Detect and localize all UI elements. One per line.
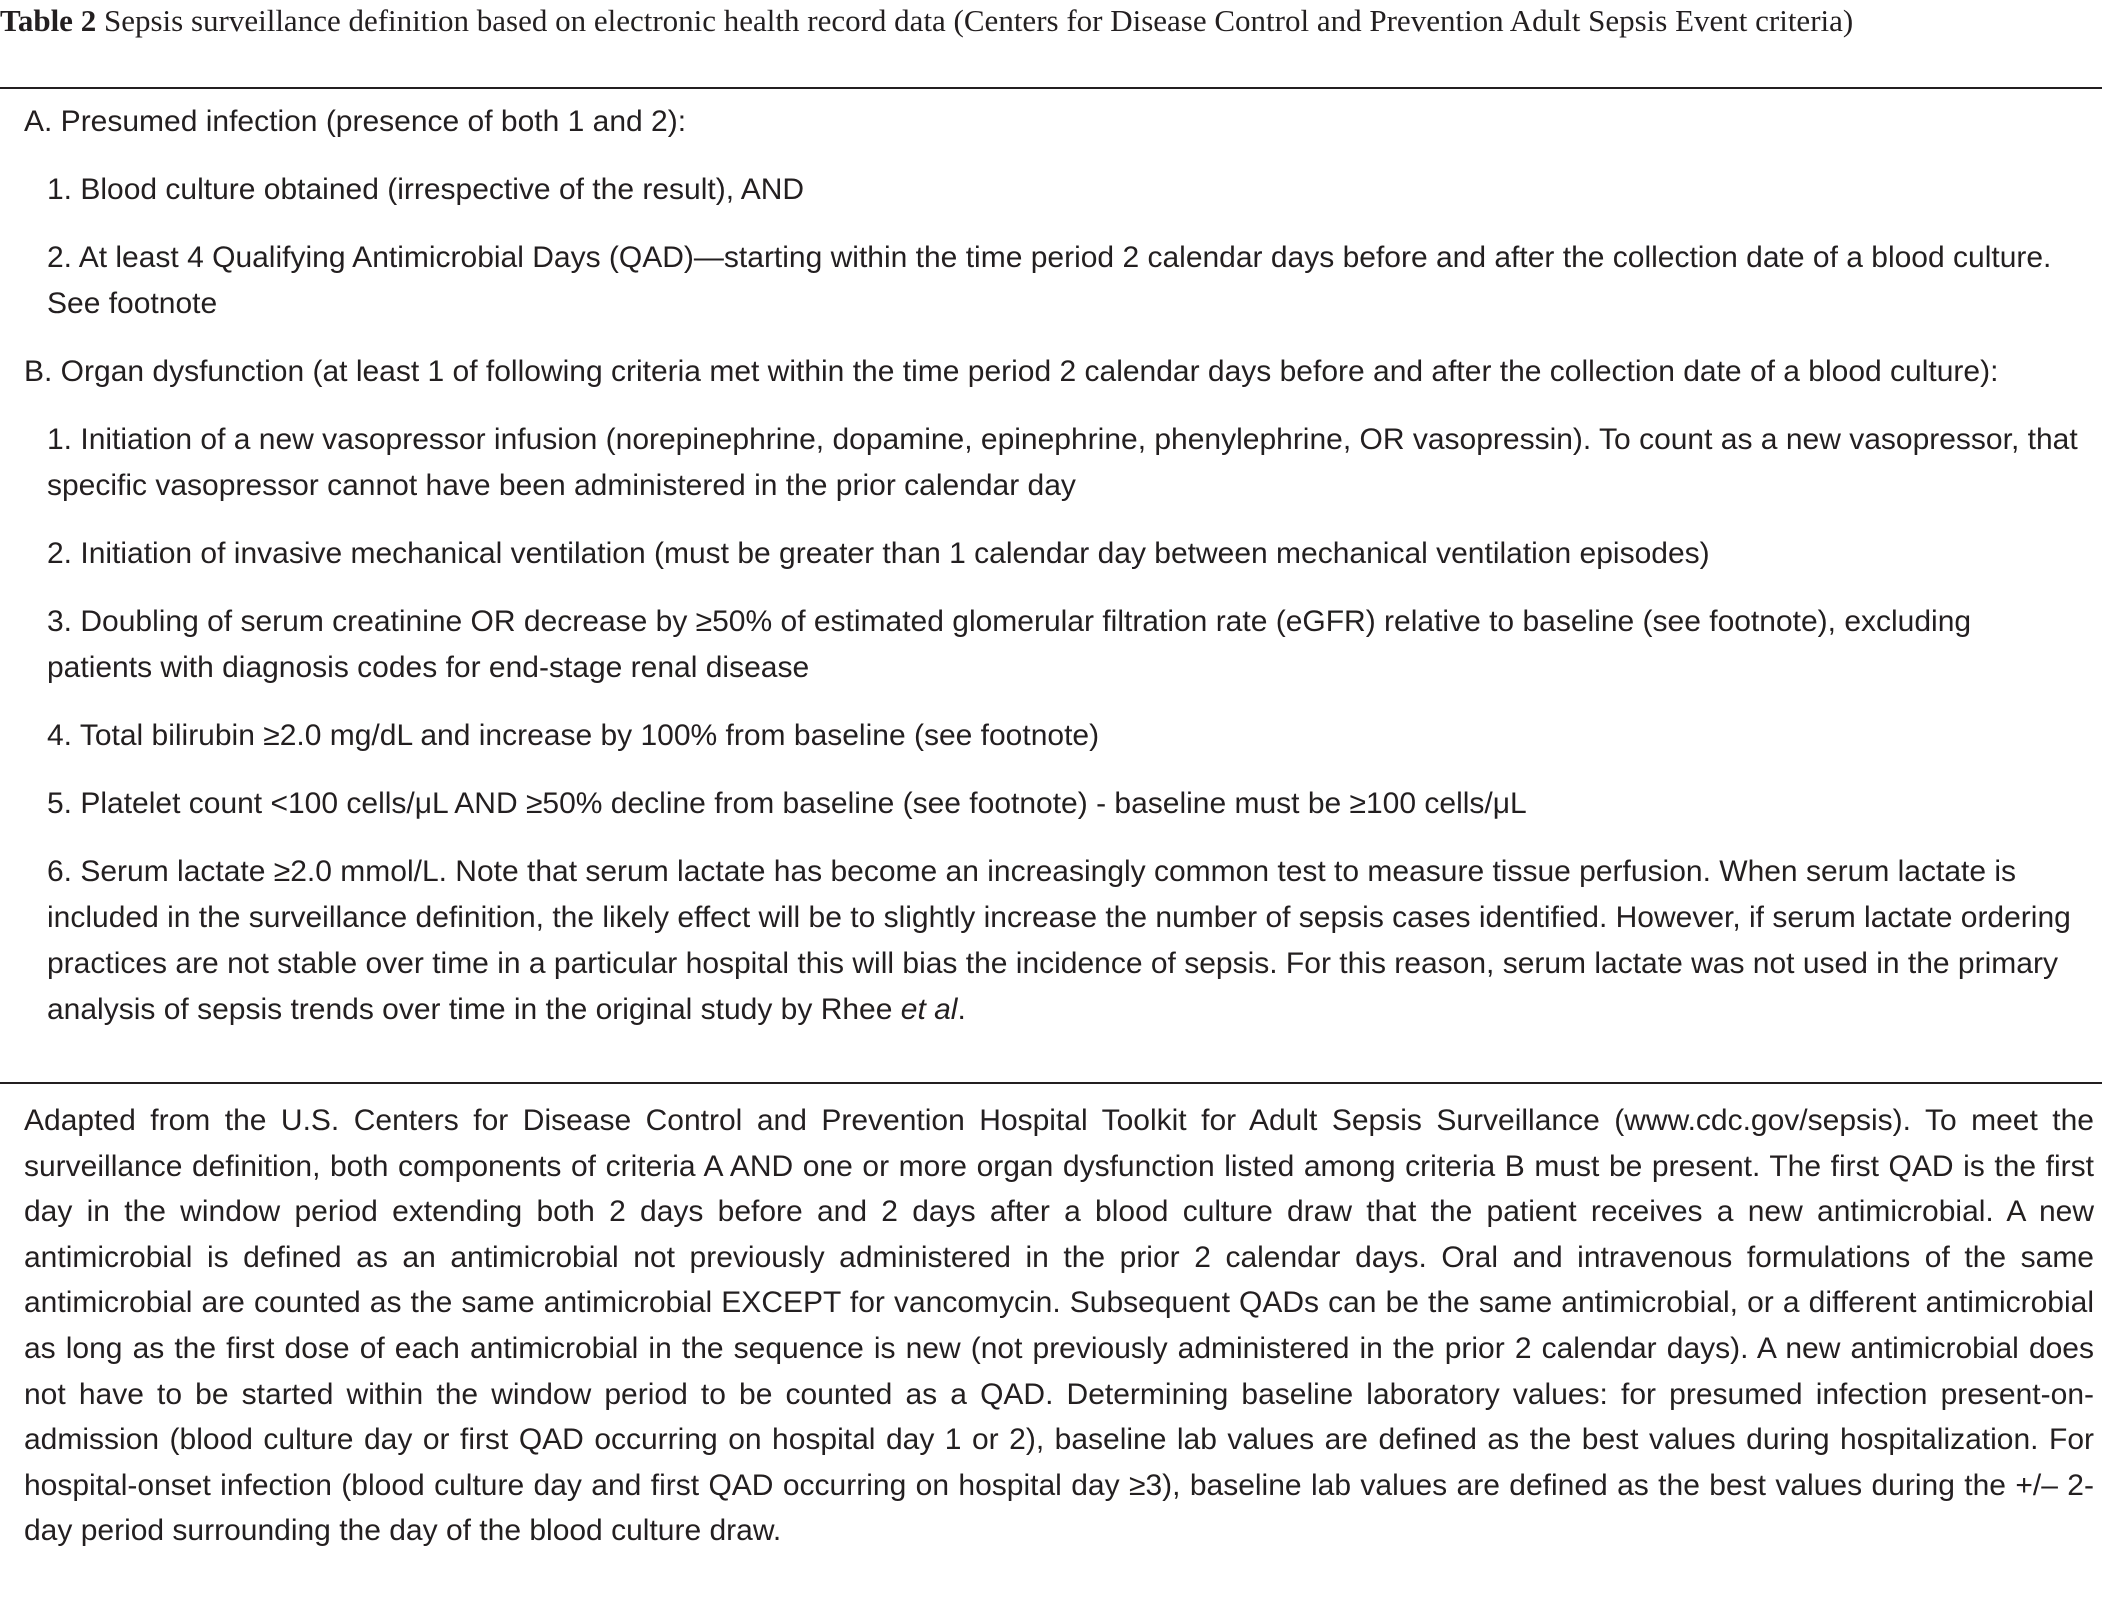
table-caption: [0, 0, 2102, 87]
table-footnote: Adapted from the U.S. Centers for Disease Control and Prevention Hospital Toolkit for Adult Sepsis Surveillance (www.cdc.gov/sepsis). To meet the surveillance definition, both components of criteria A AND one or more organ dysfunction listed among criteria B must be present. The first QAD is the first day in the window period extending both 2 days before and 2 days after a blood culture draw that the patient receives a new antimicrobial. A new antimicrobial is defined as an antimicrobial not previously administered in the prior 2 calendar days. Oral and intravenous formulations of the same antimicrobial are counted as the same antimicrobial EXCEPT for vancomycin. Subsequent QADs can be the same antimicrobial, or a different antimicrobial as long as the first dose of each antimicrobial in the sequence is new (not previously administered in the prior 2 calendar days). A new antimicrobial does not have to be started within the window period to be counted as a QAD. Determining baseline laboratory values: for presumed infection present-on-admission (blood culture day or first QAD occurring on hospital day 1 or 2), baseline lab values are defined as the best values during hospitalization. For hospital-onset infection (blood culture day and first QAD occurring on hospital day ≥3), baseline lab values are defined as the best values during the +/– 2-day period surrounding the day of the blood culture draw.: [24, 1104, 2094, 1548]
section-b-item-6-text: 6. Serum lactate ≥2.0 mmol/L. Note that serum lactate has become an increasingly common test to measure tissue perfusion. When serum lactate is included in the surveillance definition, the likely effect will be to slightly increase the number of sepsis cases identified. However, if serum lactate ordering practices are not stable over time in a particular hospital this will bias the incidence of sepsis. For this reason, serum lactate was not used in the primary analysis of sepsis trends over time in the original study by Rhee: [47, 855, 2071, 1026]
table-body: [0, 99, 2102, 1033]
section-a-item-2: 2. At least 4 Qualifying Antimicrobial Days (QAD)—starting within the time period 2 calendar days before and after the collection date of a blood culture. See footnote: [47, 241, 2052, 320]
section-b-item-2: 2. Initiation of invasive mechanical ventilation (must be greater than 1 calendar day between mechanical ventilation episodes): [47, 537, 1710, 570]
top-rule: [0, 87, 2102, 89]
table-caption-text: Sepsis surveillance definition based on electronic health record data (Centers for Disease Control and Prevention Adult Sepsis Event criteria): [103, 3, 1854, 38]
table-caption-label: Table 2: [0, 3, 97, 38]
section-b-item-3: 3. Doubling of serum creatinine OR decrease by ≥50% of estimated glomerular filtration rate (eGFR) relative to baseline (see footnote), excluding patients with diagnosis codes for end-stage renal disease: [47, 605, 1972, 684]
section-b-heading: B. Organ dysfunction (at least 1 of following criteria met within the time period 2 calendar days before and after the collection date of a blood culture):: [24, 355, 1999, 388]
middle-rule: [0, 1082, 2102, 1084]
section-a-heading: A. Presumed infection (presence of both 1 and 2):: [24, 105, 687, 138]
section-b-item-6: [0, 849, 2102, 1033]
section-b-item-6-end: .: [957, 993, 966, 1026]
section-b-item-6-etal: et al: [900, 993, 958, 1026]
section-b-item-5: 5. Platelet count <100 cells/μL AND ≥50% decline from baseline (see footnote) - baseline must be ≥100 cells/μL: [47, 787, 1527, 820]
section-a-item-1: 1. Blood culture obtained (irrespective of the result), AND: [47, 173, 805, 206]
section-b-item-1: 1. Initiation of a new vasopressor infusion (norepinephrine, dopamine, epinephrine, phenylephrine, OR vasopressin). To count as a new vasopressor, that specific vasopressor cannot have been administered in the prior calendar day: [47, 423, 2078, 502]
section-b-item-4: 4. Total bilirubin ≥2.0 mg/dL and increase by 100% from baseline (see footnote): [47, 719, 1100, 752]
